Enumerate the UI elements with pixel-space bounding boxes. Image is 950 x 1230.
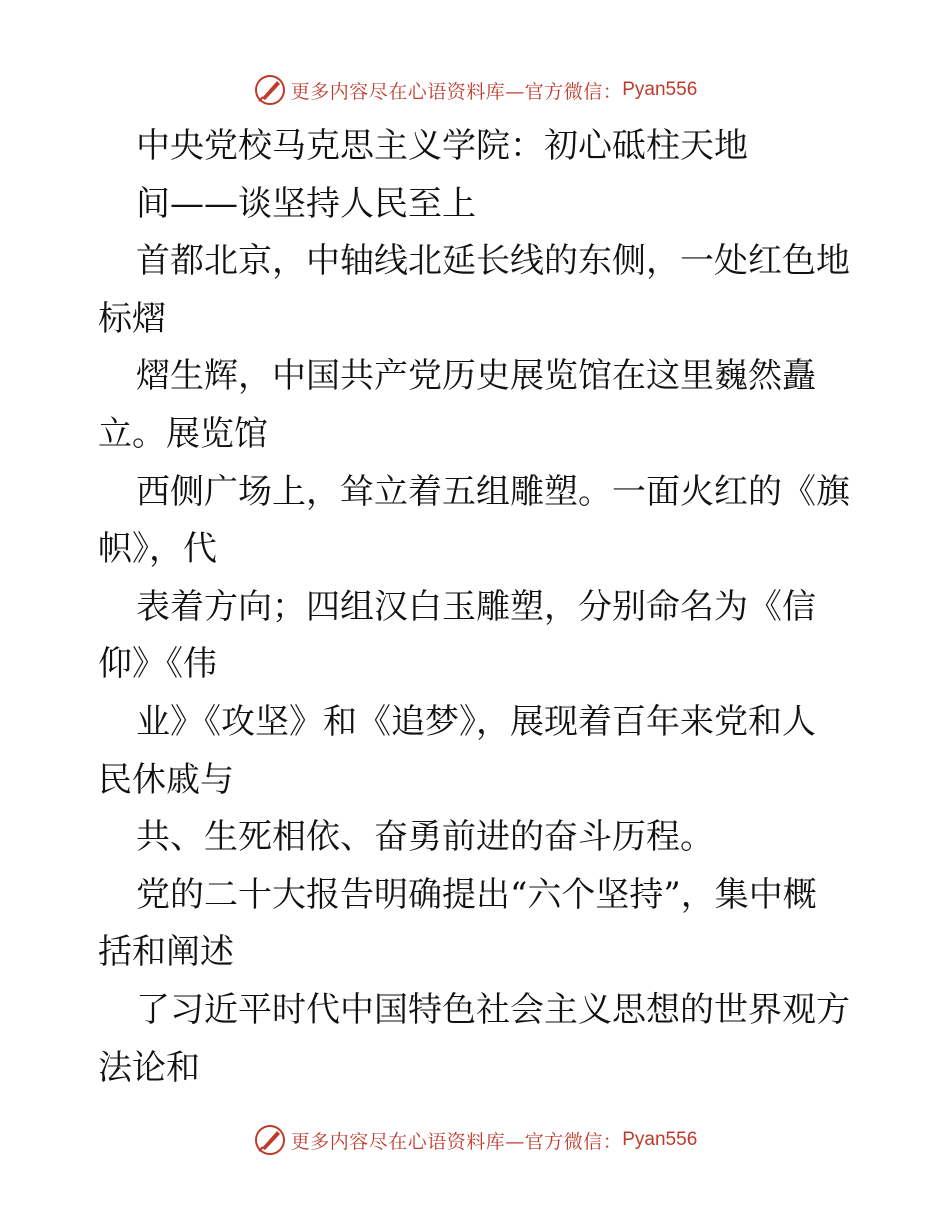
watermark-text: 更多内容尽在心语资料库—官方微信： [290, 80, 623, 103]
document-body [98, 118, 858, 1097]
text-line: 了习近平时代中国特色社会主义思想的世界观方 [136, 989, 850, 1030]
text-line: 法论和 [98, 1047, 200, 1088]
header-watermark [0, 70, 950, 110]
text-line: 括和阐述 [98, 932, 234, 973]
quill-pen-icon [253, 73, 287, 107]
text-line: 共、生死相依、奋勇前进的奋斗历程。 [136, 817, 714, 858]
text-line: 仰》《伟 [98, 644, 217, 685]
text-line: 业》《攻坚》和《追梦》，展现着百年来党和人 [136, 701, 816, 742]
text-line: 熠生辉，中国共产党历史展览馆在这里巍然矗 [136, 356, 816, 397]
watermark-wechat-id: Pyan556 [622, 1129, 698, 1150]
watermark-wechat-id: Pyan556 [622, 79, 698, 100]
footer-watermark [0, 1120, 950, 1160]
watermark-text: 更多内容尽在心语资料库—官方微信： [290, 1130, 623, 1153]
text-line: 立。展览馆 [98, 413, 268, 454]
quill-pen-icon [253, 1123, 287, 1157]
text-line: 党的二十大报告明确提出“六个坚持”，集中概 [136, 874, 817, 915]
text-line: 间——谈坚持人民至上 [136, 183, 476, 224]
text-line: 西侧广场上，耸立着五组雕塑。一面火红的《旗 [136, 471, 850, 512]
text-line: 标熠 [98, 298, 166, 339]
text-line: 表着方向；四组汉白玉雕塑，分别命名为《信 [136, 586, 816, 627]
text-line: 中央党校马克思主义学院：初心砥柱天地 [136, 126, 748, 166]
text-line: 民休戚与 [98, 759, 234, 800]
text-line: 帜》，代 [98, 529, 217, 570]
text-line: 首都北京，中轴线北延长线的东侧，一处红色地 [136, 241, 850, 282]
